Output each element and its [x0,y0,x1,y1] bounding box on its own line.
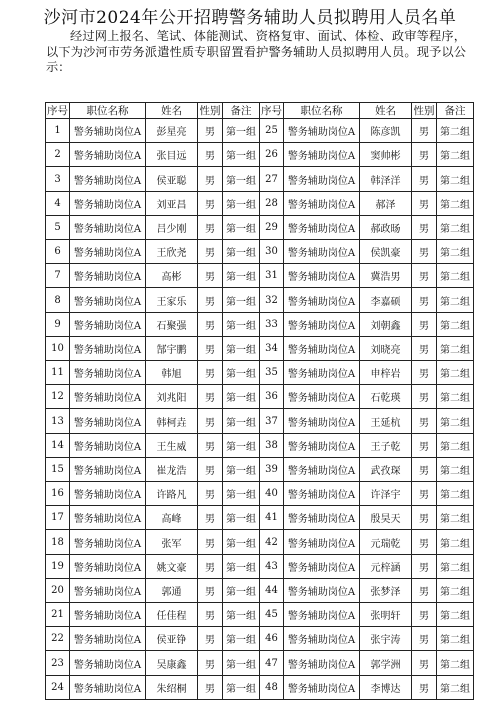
cell-remark-left: 第一组 [223,312,260,336]
cell-remark-right: 第二组 [437,530,474,554]
header-remark-right: 备注 [437,103,474,119]
cell-seq-left: 13 [46,409,70,433]
cell-gender-right: 男 [412,482,437,506]
cell-remark-right: 第二组 [437,603,474,627]
cell-remark-left: 第一组 [223,143,260,167]
cell-seq-right: 37 [260,409,284,433]
cell-remark-right: 第二组 [437,336,474,360]
cell-gender-right: 男 [412,361,437,385]
cell-remark-left: 第一组 [223,409,260,433]
cell-name-right: 李博达 [360,675,412,699]
cell-gender-left: 男 [198,336,223,360]
cell-remark-left: 第一组 [223,482,260,506]
cell-position-right: 警务辅助岗位A [284,288,360,312]
cell-gender-left: 男 [198,651,223,675]
table-header-row [46,103,474,119]
cell-seq-left: 6 [46,240,70,264]
table-row [46,457,474,481]
cell-seq-right: 30 [260,240,284,264]
cell-position-right: 警务辅助岗位A [284,385,360,409]
cell-seq-left: 12 [46,385,70,409]
cell-name-left: 任佳程 [146,603,198,627]
cell-seq-left: 5 [46,215,70,239]
table-row [46,627,474,651]
intro-paragraph: 经过网上报名、笔试、体能测试、资格复审、面试、体检、政审等程序，以下为沙河市劳务派遣性质专职留置看护警务辅助人员拟聘用人员。现予以公示： [46,29,466,74]
cell-remark-left: 第一组 [223,554,260,578]
cell-gender-right: 男 [412,240,437,264]
cell-name-right: 韩泽洋 [360,167,412,191]
cell-position-left: 警务辅助岗位A [70,215,146,239]
cell-position-right: 警务辅助岗位A [284,215,360,239]
cell-seq-right: 42 [260,530,284,554]
header-gender-right: 性别 [412,103,437,119]
cell-position-left: 警务辅助岗位A [70,312,146,336]
cell-name-left: 王生威 [146,433,198,457]
cell-seq-right: 34 [260,336,284,360]
header-position-right: 职位名称 [284,103,360,119]
cell-name-left: 吕少刚 [146,215,198,239]
cell-remark-right: 第二组 [437,288,474,312]
table-row [46,167,474,191]
cell-seq-right: 41 [260,506,284,530]
cell-name-left: 韩旭 [146,361,198,385]
cell-name-left: 侯亚聪 [146,167,198,191]
cell-seq-right: 46 [260,627,284,651]
cell-gender-left: 男 [198,240,223,264]
cell-name-left: 王家乐 [146,288,198,312]
cell-gender-right: 男 [412,143,437,167]
cell-name-right: 张梦泽 [360,578,412,602]
table-row [46,312,474,336]
cell-seq-left: 17 [46,506,70,530]
table-row [46,361,474,385]
cell-position-left: 警务辅助岗位A [70,506,146,530]
cell-name-left: 高峰 [146,506,198,530]
cell-position-right: 警务辅助岗位A [284,240,360,264]
header-remark-left: 备注 [223,103,260,119]
cell-remark-left: 第一组 [223,627,260,651]
cell-gender-left: 男 [198,385,223,409]
table-row [46,578,474,602]
cell-position-left: 警务辅助岗位A [70,385,146,409]
cell-name-left: 郜宇鹏 [146,336,198,360]
cell-seq-left: 14 [46,433,70,457]
cell-seq-right: 45 [260,603,284,627]
cell-seq-right: 48 [260,675,284,699]
cell-remark-right: 第二组 [437,240,474,264]
cell-name-left: 朱绍桐 [146,675,198,699]
cell-gender-right: 男 [412,627,437,651]
cell-position-left: 警务辅助岗位A [70,288,146,312]
cell-seq-left: 19 [46,554,70,578]
cell-remark-right: 第二组 [437,119,474,143]
cell-name-right: 李嘉硕 [360,288,412,312]
cell-remark-left: 第一组 [223,240,260,264]
table-row [46,554,474,578]
cell-gender-left: 男 [198,167,223,191]
cell-remark-right: 第二组 [437,191,474,215]
cell-seq-right: 35 [260,361,284,385]
cell-remark-left: 第一组 [223,457,260,481]
cell-remark-left: 第一组 [223,264,260,288]
cell-gender-left: 男 [198,312,223,336]
cell-remark-left: 第一组 [223,385,260,409]
cell-gender-left: 男 [198,554,223,578]
cell-name-left: 刘亚昌 [146,191,198,215]
cell-remark-right: 第二组 [437,627,474,651]
cell-name-left: 韩柯垚 [146,409,198,433]
cell-seq-left: 22 [46,627,70,651]
cell-name-right: 许泽宇 [360,482,412,506]
table-row [46,336,474,360]
cell-gender-left: 男 [198,215,223,239]
header-seq-left: 序号 [46,103,70,119]
cell-gender-right: 男 [412,191,437,215]
cell-gender-right: 男 [412,336,437,360]
cell-seq-left: 1 [46,119,70,143]
cell-name-left: 吴康鑫 [146,651,198,675]
cell-gender-left: 男 [198,119,223,143]
cell-remark-left: 第一组 [223,215,260,239]
cell-gender-right: 男 [412,675,437,699]
cell-position-right: 警务辅助岗位A [284,361,360,385]
cell-name-right: 武孜琛 [360,457,412,481]
cell-name-right: 申梓岩 [360,361,412,385]
table-row [46,482,474,506]
cell-seq-left: 7 [46,264,70,288]
cell-name-left: 郭通 [146,578,198,602]
cell-position-left: 警务辅助岗位A [70,167,146,191]
table-row [46,409,474,433]
roster-table [45,102,474,700]
cell-gender-right: 男 [412,215,437,239]
cell-gender-left: 男 [198,361,223,385]
cell-remark-right: 第二组 [437,264,474,288]
cell-seq-left: 3 [46,167,70,191]
cell-name-left: 王欣尧 [146,240,198,264]
cell-position-right: 警务辅助岗位A [284,506,360,530]
cell-gender-right: 男 [412,288,437,312]
cell-remark-right: 第二组 [437,433,474,457]
cell-seq-left: 2 [46,143,70,167]
cell-seq-right: 33 [260,312,284,336]
cell-position-right: 警务辅助岗位A [284,651,360,675]
cell-remark-left: 第一组 [223,336,260,360]
cell-gender-right: 男 [412,409,437,433]
cell-remark-left: 第一组 [223,530,260,554]
cell-position-left: 警务辅助岗位A [70,651,146,675]
cell-position-left: 警务辅助岗位A [70,143,146,167]
table-row [46,385,474,409]
table-row [46,603,474,627]
cell-name-left: 张目远 [146,143,198,167]
cell-gender-left: 男 [198,191,223,215]
cell-remark-right: 第二组 [437,675,474,699]
cell-gender-right: 男 [412,119,437,143]
cell-seq-left: 4 [46,191,70,215]
cell-seq-left: 24 [46,675,70,699]
cell-seq-right: 40 [260,482,284,506]
cell-gender-right: 男 [412,554,437,578]
cell-remark-right: 第二组 [437,215,474,239]
cell-position-left: 警务辅助岗位A [70,627,146,651]
cell-name-right: 王延杭 [360,409,412,433]
cell-position-left: 警务辅助岗位A [70,603,146,627]
cell-remark-left: 第一组 [223,506,260,530]
cell-position-right: 警务辅助岗位A [284,578,360,602]
cell-position-right: 警务辅助岗位A [284,627,360,651]
cell-gender-right: 男 [412,651,437,675]
cell-remark-right: 第二组 [437,361,474,385]
cell-seq-right: 47 [260,651,284,675]
cell-position-left: 警务辅助岗位A [70,191,146,215]
table-row [46,119,474,143]
cell-position-left: 警务辅助岗位A [70,578,146,602]
table-row [46,675,474,699]
cell-name-right: 郭学洲 [360,651,412,675]
header-seq-right: 序号 [260,103,284,119]
cell-name-right: 侯凯豪 [360,240,412,264]
cell-remark-right: 第二组 [437,554,474,578]
cell-remark-right: 第二组 [437,167,474,191]
cell-position-right: 警务辅助岗位A [284,675,360,699]
cell-remark-right: 第二组 [437,312,474,336]
cell-remark-right: 第二组 [437,143,474,167]
cell-position-right: 警务辅助岗位A [284,554,360,578]
cell-seq-left: 18 [46,530,70,554]
cell-name-right: 郝泽 [360,191,412,215]
cell-name-left: 许路凡 [146,482,198,506]
cell-name-right: 殷昊天 [360,506,412,530]
cell-gender-left: 男 [198,288,223,312]
cell-seq-left: 21 [46,603,70,627]
cell-remark-left: 第一组 [223,167,260,191]
cell-remark-right: 第二组 [437,578,474,602]
cell-name-right: 张宇涛 [360,627,412,651]
cell-gender-right: 男 [412,264,437,288]
cell-gender-left: 男 [198,627,223,651]
cell-gender-left: 男 [198,675,223,699]
cell-remark-left: 第一组 [223,288,260,312]
table-row [46,433,474,457]
cell-gender-left: 男 [198,530,223,554]
cell-position-right: 警务辅助岗位A [284,191,360,215]
cell-name-right: 郝政旸 [360,215,412,239]
cell-gender-right: 男 [412,530,437,554]
cell-seq-right: 43 [260,554,284,578]
cell-name-left: 高彬 [146,264,198,288]
cell-name-left: 刘兆阳 [146,385,198,409]
cell-position-right: 警务辅助岗位A [284,119,360,143]
cell-position-left: 警务辅助岗位A [70,361,146,385]
cell-gender-left: 男 [198,578,223,602]
cell-gender-right: 男 [412,385,437,409]
table-row [46,240,474,264]
cell-seq-right: 32 [260,288,284,312]
cell-remark-left: 第一组 [223,651,260,675]
cell-seq-left: 10 [46,336,70,360]
table-row [46,143,474,167]
cell-name-right: 元瑞乾 [360,530,412,554]
cell-remark-left: 第一组 [223,433,260,457]
cell-position-left: 警务辅助岗位A [70,433,146,457]
cell-seq-left: 11 [46,361,70,385]
cell-remark-right: 第二组 [437,385,474,409]
cell-name-left: 彭星亮 [146,119,198,143]
table-row [46,215,474,239]
cell-seq-right: 28 [260,191,284,215]
header-name-right: 姓名 [360,103,412,119]
cell-name-right: 张明轩 [360,603,412,627]
cell-gender-left: 男 [198,482,223,506]
table-row [46,651,474,675]
cell-position-left: 警务辅助岗位A [70,264,146,288]
cell-position-left: 警务辅助岗位A [70,409,146,433]
cell-position-right: 警务辅助岗位A [284,457,360,481]
cell-position-left: 警务辅助岗位A [70,530,146,554]
cell-name-right: 王子乾 [360,433,412,457]
cell-gender-right: 男 [412,578,437,602]
cell-seq-left: 15 [46,457,70,481]
cell-remark-left: 第一组 [223,675,260,699]
cell-position-right: 警务辅助岗位A [284,312,360,336]
cell-seq-right: 25 [260,119,284,143]
cell-name-right: 元梓涵 [360,554,412,578]
cell-position-left: 警务辅助岗位A [70,554,146,578]
header-gender-left: 性别 [198,103,223,119]
cell-name-left: 姚文豪 [146,554,198,578]
cell-name-left: 张军 [146,530,198,554]
cell-position-right: 警务辅助岗位A [284,336,360,360]
table-row [46,191,474,215]
table-row [46,506,474,530]
cell-remark-left: 第一组 [223,361,260,385]
cell-gender-right: 男 [412,167,437,191]
cell-remark-right: 第二组 [437,651,474,675]
cell-remark-left: 第一组 [223,191,260,215]
cell-name-right: 刘晓亮 [360,336,412,360]
document-title: 沙河市2024年公开招聘警务辅助人员拟聘用人员名单 [43,8,457,28]
table-body [46,119,474,700]
cell-name-right: 冀浩男 [360,264,412,288]
cell-seq-right: 26 [260,143,284,167]
cell-gender-right: 男 [412,457,437,481]
cell-remark-right: 第二组 [437,457,474,481]
cell-position-right: 警务辅助岗位A [284,482,360,506]
cell-remark-left: 第一组 [223,119,260,143]
cell-name-right: 陈彦凯 [360,119,412,143]
table-row [46,288,474,312]
cell-position-right: 警务辅助岗位A [284,409,360,433]
cell-gender-left: 男 [198,603,223,627]
cell-seq-right: 39 [260,457,284,481]
cell-seq-right: 44 [260,578,284,602]
cell-seq-left: 16 [46,482,70,506]
cell-gender-left: 男 [198,264,223,288]
cell-seq-right: 38 [260,433,284,457]
cell-gender-left: 男 [198,457,223,481]
cell-position-left: 警务辅助岗位A [70,119,146,143]
cell-remark-right: 第二组 [437,506,474,530]
cell-remark-right: 第二组 [437,482,474,506]
cell-position-right: 警务辅助岗位A [284,433,360,457]
cell-name-right: 石乾瑛 [360,385,412,409]
cell-gender-left: 男 [198,143,223,167]
cell-name-right: 刘朝鑫 [360,312,412,336]
cell-gender-left: 男 [198,433,223,457]
cell-seq-right: 36 [260,385,284,409]
cell-remark-right: 第二组 [437,409,474,433]
cell-gender-left: 男 [198,506,223,530]
cell-seq-right: 31 [260,264,284,288]
cell-position-right: 警务辅助岗位A [284,167,360,191]
cell-gender-right: 男 [412,603,437,627]
cell-position-left: 警务辅助岗位A [70,240,146,264]
cell-gender-right: 男 [412,433,437,457]
cell-position-right: 警务辅助岗位A [284,143,360,167]
cell-position-left: 警务辅助岗位A [70,457,146,481]
cell-seq-right: 29 [260,215,284,239]
cell-position-left: 警务辅助岗位A [70,675,146,699]
cell-position-right: 警务辅助岗位A [284,530,360,554]
cell-gender-left: 男 [198,409,223,433]
cell-remark-left: 第一组 [223,603,260,627]
header-position-left: 职位名称 [70,103,146,119]
cell-position-left: 警务辅助岗位A [70,336,146,360]
table-row [46,264,474,288]
cell-name-right: 窦帅彬 [360,143,412,167]
cell-gender-right: 男 [412,506,437,530]
header-name-left: 姓名 [146,103,198,119]
cell-gender-right: 男 [412,312,437,336]
cell-position-right: 警务辅助岗位A [284,603,360,627]
cell-position-left: 警务辅助岗位A [70,482,146,506]
cell-seq-left: 9 [46,312,70,336]
cell-remark-left: 第一组 [223,578,260,602]
table-row [46,530,474,554]
cell-name-left: 侯亚铮 [146,627,198,651]
cell-seq-left: 8 [46,288,70,312]
cell-name-left: 石聚强 [146,312,198,336]
cell-seq-left: 20 [46,578,70,602]
cell-position-right: 警务辅助岗位A [284,264,360,288]
cell-seq-left: 23 [46,651,70,675]
cell-seq-right: 27 [260,167,284,191]
cell-name-left: 崔龙浩 [146,457,198,481]
